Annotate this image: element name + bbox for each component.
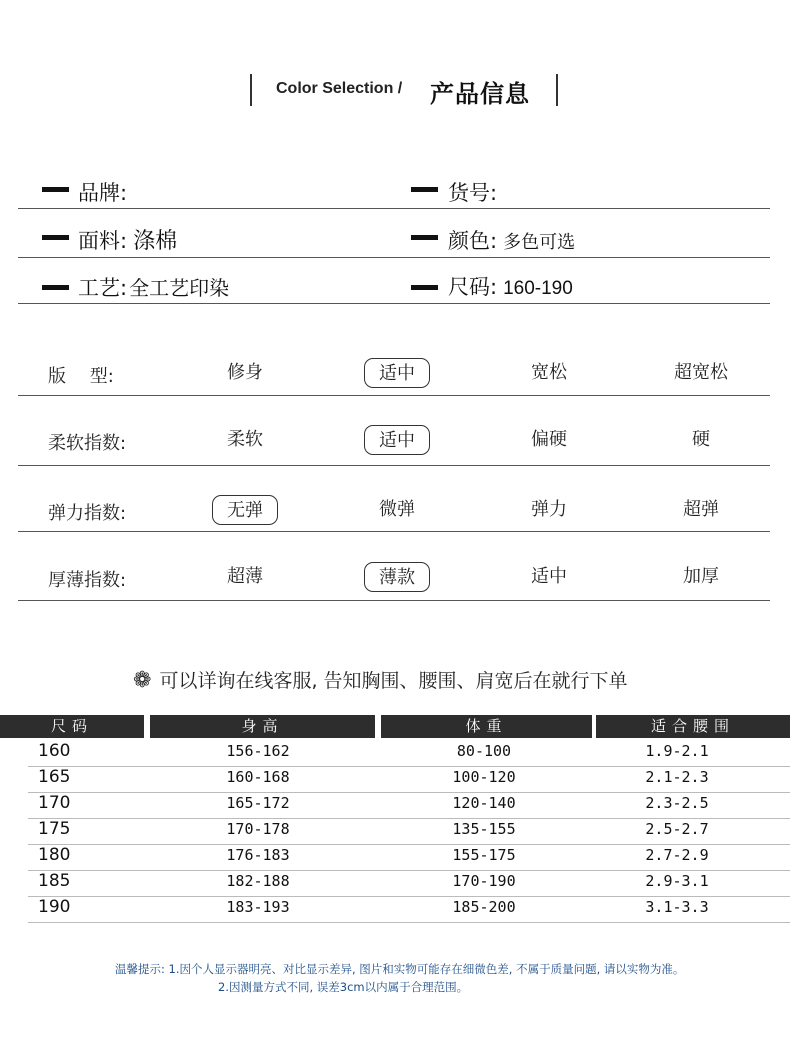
table-cell: 170-178: [226, 820, 290, 838]
table-cell: 155-175: [452, 846, 516, 864]
table-cell: 2.1-2.3: [645, 768, 709, 786]
info-item-no: [448, 177, 503, 207]
info-size: [448, 271, 573, 301]
table-header-cell: 尺码: [0, 715, 144, 738]
info-brand: [78, 177, 133, 207]
header-right-bar: [556, 74, 558, 106]
divider: [18, 303, 770, 304]
info-fabric: [78, 224, 177, 255]
size-tip-text: 可以详询在线客服, 告知胸围、腰围、肩宽后在就行下单: [159, 670, 628, 692]
dash-icon: [411, 235, 438, 240]
info-fabric-label: 面料:: [78, 229, 128, 253]
table-cell: 80-100: [456, 742, 512, 760]
attr-label: 厚薄指数:: [48, 570, 127, 591]
info-craft: [78, 272, 229, 302]
attr-option: 适中: [531, 566, 567, 587]
header-left-bar: [250, 74, 252, 106]
info-fabric-value: 涤棉: [133, 229, 178, 254]
table-cell: 135-155: [452, 820, 516, 838]
dash-icon: [411, 285, 438, 290]
divider: [18, 531, 770, 532]
table-cell: 175: [38, 819, 71, 839]
header-title-cn: 产品信息: [430, 80, 530, 108]
table-cell: 180: [38, 845, 71, 865]
divider: [18, 600, 770, 601]
flower-icon: ❁: [133, 668, 152, 693]
table-cell: 3.1-3.3: [645, 898, 709, 916]
attr-option: 超宽松: [674, 362, 728, 383]
table-row-divider: [28, 792, 790, 793]
table-cell: 165: [38, 767, 71, 787]
table-cell: 182-188: [226, 872, 290, 890]
table-cell: 1.9-2.1: [645, 742, 709, 760]
attr-option: 加厚: [683, 566, 719, 587]
table-cell: 185: [38, 871, 71, 891]
table-cell: 185-200: [452, 898, 516, 916]
table-cell: 170: [38, 793, 71, 813]
divider: [18, 257, 770, 258]
table-cell: 2.9-3.1: [645, 872, 709, 890]
size-tip: [133, 666, 628, 693]
attr-option: 硬: [692, 429, 710, 450]
info-color-label: 颜色:: [448, 229, 498, 253]
attr-option: 修身: [227, 362, 263, 383]
table-cell: 170-190: [452, 872, 516, 890]
divider: [18, 395, 770, 396]
divider: [18, 465, 770, 466]
dash-icon: [42, 187, 69, 192]
table-cell: 160: [38, 741, 71, 761]
table-cell: 165-172: [226, 794, 290, 812]
table-row-divider: [28, 870, 790, 871]
attr-option-selected: 适中: [364, 425, 430, 455]
info-color-value: 多色可选: [503, 232, 576, 253]
table-row-divider: [28, 922, 790, 923]
attr-option: 超弹: [683, 499, 719, 520]
table-header-cell: 体重: [381, 715, 592, 738]
table-cell: 2.5-2.7: [645, 820, 709, 838]
table-cell: 183-193: [226, 898, 290, 916]
table-cell: 156-162: [226, 742, 290, 760]
table-cell: 176-183: [226, 846, 290, 864]
attr-option: 柔软: [227, 429, 263, 450]
note-line-2: 2.因测量方式不同, 误差3cm以内属于合理范围。: [218, 980, 469, 994]
info-craft-label: 工艺:: [78, 276, 128, 300]
attr-option: 微弹: [379, 499, 415, 520]
table-cell: 2.7-2.9: [645, 846, 709, 864]
table-cell: 190: [38, 897, 71, 917]
info-color: [448, 225, 575, 255]
attr-label: 版 型:: [48, 366, 114, 387]
info-brand-label: 品牌:: [78, 181, 128, 205]
info-item-no-label: 货号:: [448, 181, 498, 205]
table-cell: 120-140: [452, 794, 516, 812]
table-header-cell: 身高: [150, 715, 375, 738]
attr-option: 弹力: [531, 499, 567, 520]
table-row-divider: [28, 896, 790, 897]
table-cell: 160-168: [226, 768, 290, 786]
dash-icon: [42, 235, 69, 240]
info-craft-value: 全工艺印染: [129, 276, 230, 300]
table-row-divider: [28, 818, 790, 819]
table-row-divider: [28, 766, 790, 767]
attr-option: 超薄: [227, 566, 263, 587]
attr-label: 柔软指数:: [48, 433, 127, 454]
attr-option-selected: 薄款: [364, 562, 430, 592]
attr-label: 弹力指数:: [48, 503, 127, 524]
attr-option-selected: 适中: [364, 358, 430, 388]
table-row-divider: [28, 844, 790, 845]
attr-option: 宽松: [531, 362, 567, 383]
note-line-1: 温馨提示: 1.因个人显示器明亮、对比显示差异, 图片和实物可能存在细微色差, 不属于质量问题, 请以实物为准。: [115, 962, 685, 976]
attr-option: 偏硬: [531, 429, 567, 450]
table-header-cell: 适合腰围: [596, 715, 790, 738]
dash-icon: [411, 187, 438, 192]
table-cell: 2.3-2.5: [645, 794, 709, 812]
info-size-label: 尺码:: [448, 275, 498, 299]
header-title-en: Color Selection /: [276, 80, 403, 97]
table-cell: 100-120: [452, 768, 516, 786]
info-size-value: 160-190: [503, 278, 573, 299]
attr-option-selected: 无弹: [212, 495, 278, 525]
divider: [18, 208, 770, 209]
dash-icon: [42, 285, 69, 290]
